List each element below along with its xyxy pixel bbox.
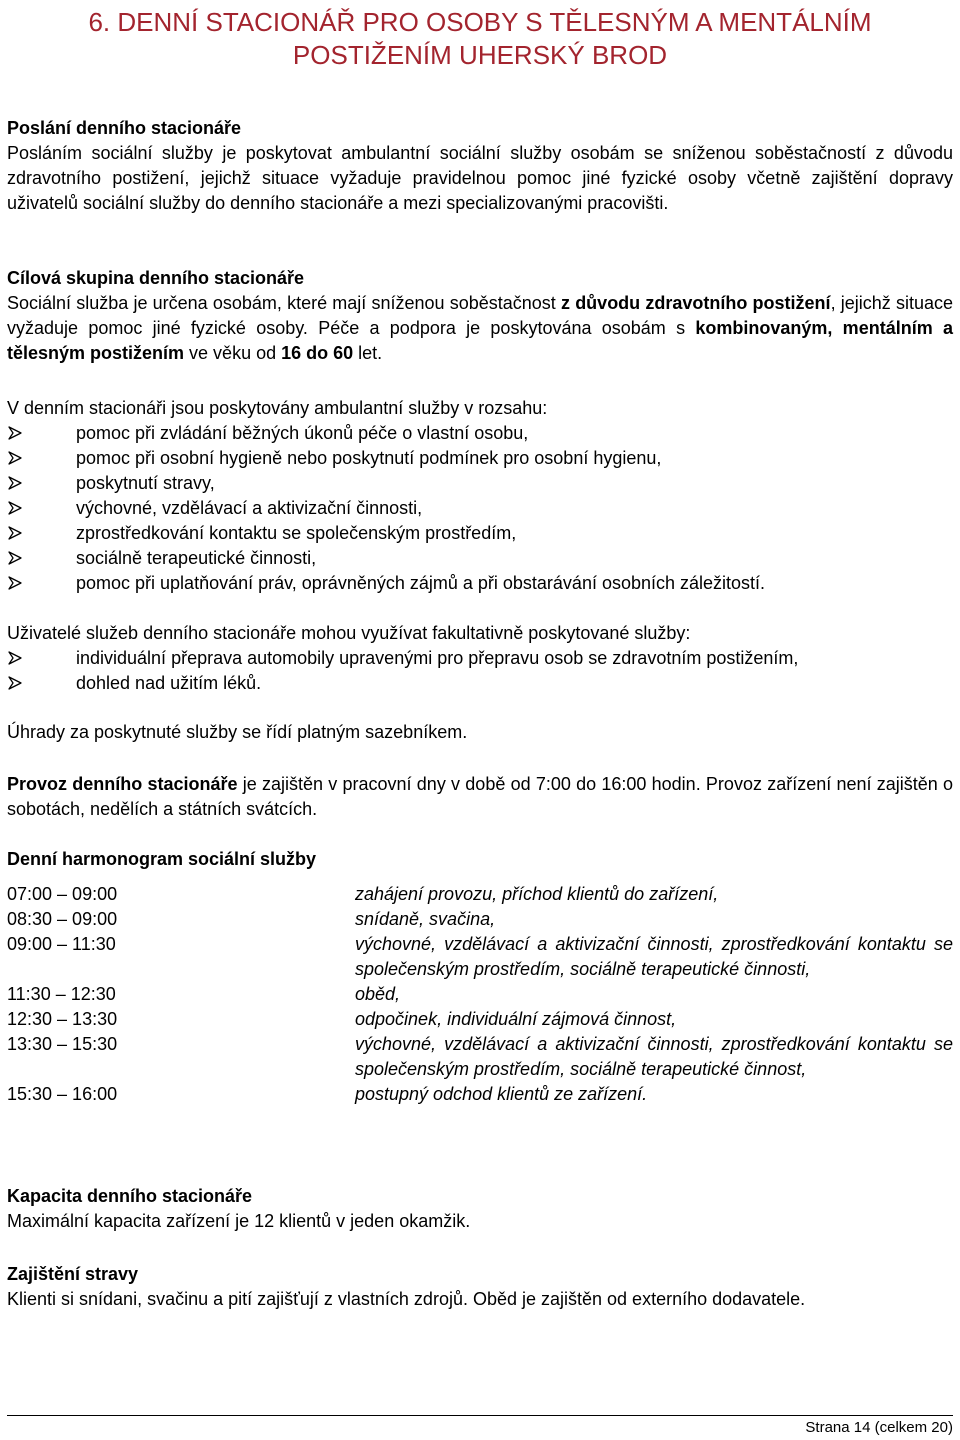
schedule-time: 09:00 – 11:30 xyxy=(7,934,116,954)
list-item xyxy=(7,496,953,521)
provoz-bold: Provoz denního stacionáře xyxy=(7,774,238,794)
arrow-bullet-icon xyxy=(8,451,22,465)
list-item xyxy=(7,671,953,696)
schedule-activity: odpočinek, individuální zájmová činnost, xyxy=(355,1009,677,1029)
page-number: Strana 14 (celkem 20) xyxy=(805,1419,953,1436)
list-item-text: výchovné, vzdělávací a aktivizační činnosti, xyxy=(76,498,423,518)
cilova-text-part: , jejichž situace vyžaduje pomoc jiné fyzické osoby. Péče a podpora je poskytována osobám s xyxy=(7,293,953,338)
schedule-time: 11:30 – 12:30 xyxy=(7,984,116,1004)
schedule-activity: výchovné, vzdělávací a aktivizační činnosti, zprostředkování kontaktu se společenským prostředím, sociálně terapeutické činnosti, xyxy=(355,934,953,979)
page-title xyxy=(7,6,953,72)
sluzby-list xyxy=(7,421,953,596)
poslani-text: Posláním sociální služby je poskytovat ambulantní sociální služby osobám se sníženou soběstačností z důvodu zdravotního postižení, jejichž situace vyžaduje pravidelnou pomoc jiné fyzické osoby včetně zajištění dopravy uživatelů sociální služby do denního stacionáře a mezi specializovanými pracovišti. xyxy=(7,143,953,213)
section-strava xyxy=(7,1262,953,1312)
schedule-time: 07:00 – 09:00 xyxy=(7,884,118,904)
schedule-activity: snídaně, svačina, xyxy=(355,909,496,929)
cilova-bold-part: kombinovaným, mentálním a tělesným postižením xyxy=(7,318,953,363)
provoz-text: je zajištěn v pracovní dny v době od 7:00 do 16:00 hodin. Provoz zařízení není zajištěn o sobotách, nedělích a státních svátcích. xyxy=(7,774,954,819)
list-item xyxy=(7,646,953,671)
arrow-bullet-icon xyxy=(8,501,22,515)
list-item-text: dohled nad užitím léků. xyxy=(76,673,262,693)
list-item-text: pomoc při zvládání běžných úkonů péče o vlastní osobu, xyxy=(76,423,529,443)
schedule-table xyxy=(7,882,953,1107)
schedule-row xyxy=(7,932,953,982)
schedule-row xyxy=(7,907,953,932)
cilova-bold-part: z důvodu zdravotního postižení xyxy=(561,293,831,313)
list-item-text: zprostředkování kontaktu se společenským prostředím, xyxy=(76,523,517,543)
schedule-time: 08:30 – 09:00 xyxy=(7,909,118,929)
page-title-line-1: 6. DENNÍ STACIONÁŘ PRO OSOBY S TĚLESNÝM A MENTÁLNÍM xyxy=(88,7,872,37)
section-cilova-skupina xyxy=(7,266,953,366)
section-heading-cilova-skupina: Cílová skupina denního stacionáře xyxy=(7,268,305,288)
list-item-text: sociálně terapeutické činnosti, xyxy=(76,548,317,568)
schedule-time: 13:30 – 15:30 xyxy=(7,1034,118,1054)
list-item-text: poskytnutí stravy, xyxy=(76,473,215,493)
schedule-row xyxy=(7,982,953,1007)
schedule-row xyxy=(7,882,953,907)
schedule-row xyxy=(7,1032,953,1082)
list-item xyxy=(7,421,953,446)
schedule-row xyxy=(7,1082,953,1107)
arrow-bullet-icon xyxy=(8,651,22,665)
section-sluzby xyxy=(7,396,953,596)
section-kapacita xyxy=(7,1184,953,1234)
section-heading-harmonogram: Denní harmonogram sociální služby xyxy=(7,849,317,869)
cilova-text-part: ve věku od xyxy=(184,343,282,363)
arrow-bullet-icon xyxy=(8,551,22,565)
uhrady-text: Úhrady za poskytnuté služby se řídí platným sazebníkem. xyxy=(7,722,468,742)
kapacita-text: Maximální kapacita zařízení je 12 klientů v jeden okamžik. xyxy=(7,1211,471,1231)
list-item xyxy=(7,471,953,496)
schedule-activity: oběd, xyxy=(355,984,401,1004)
arrow-bullet-icon xyxy=(8,576,22,590)
page-title-line-2: POSTIŽENÍM UHERSKÝ BROD xyxy=(292,40,668,70)
cilova-bold-part: 16 do 60 xyxy=(281,343,354,363)
list-item xyxy=(7,546,953,571)
footer-divider xyxy=(7,1415,953,1416)
schedule-row xyxy=(7,1007,953,1032)
sluzby-intro: V denním stacionáři jsou poskytovány ambulantní služby v rozsahu: xyxy=(7,398,548,418)
section-harmonogram xyxy=(7,847,953,1107)
schedule-activity: výchovné, vzdělávací a aktivizační činnosti, zprostředkování kontaktu se společenským prostředím, sociálně terapeutické činnost, xyxy=(355,1034,953,1079)
strava-text: Klienti si snídani, svačinu a pití zajišťují z vlastních zdrojů. Oběd je zajištěn od externího dodavatele. xyxy=(7,1289,806,1309)
cilova-text-part: let. xyxy=(353,343,383,363)
section-provoz xyxy=(7,772,953,822)
arrow-bullet-icon xyxy=(8,476,22,490)
section-heading-poslani: Poslání denního stacionáře xyxy=(7,118,242,138)
fakultativni-intro: Uživatelé služeb denního stacionáře mohou využívat fakultativně poskytované služby: xyxy=(7,623,691,643)
schedule-time: 15:30 – 16:00 xyxy=(7,1084,118,1104)
list-item xyxy=(7,521,953,546)
fakultativni-list xyxy=(7,646,953,696)
list-item-text: pomoc při uplatňování práv, oprávněných zájmů a při obstarávání osobních záležitostí. xyxy=(76,573,766,593)
section-fakultativni xyxy=(7,621,953,696)
schedule-time: 12:30 – 13:30 xyxy=(7,1009,118,1029)
section-poslani xyxy=(7,116,953,216)
schedule-activity: zahájení provozu, příchod klientů do zařízení, xyxy=(355,884,719,904)
arrow-bullet-icon xyxy=(8,676,22,690)
list-item xyxy=(7,571,953,596)
list-item-text: pomoc při osobní hygieně nebo poskytnutí podmínek pro osobní hygienu, xyxy=(76,448,662,468)
list-item-text: individuální přeprava automobily upravenými pro přepravu osob se zdravotním postižením, xyxy=(76,648,799,668)
section-heading-kapacita: Kapacita denního stacionáře xyxy=(7,1186,253,1206)
arrow-bullet-icon xyxy=(8,526,22,540)
cilova-text xyxy=(7,291,953,366)
section-heading-strava: Zajištění stravy xyxy=(7,1264,139,1284)
arrow-bullet-icon xyxy=(8,426,22,440)
schedule-activity: postupný odchod klientů ze zařízení. xyxy=(355,1084,648,1104)
list-item xyxy=(7,446,953,471)
cilova-text-part: Sociální služba je určena osobám, které mají sníženou soběstačnost xyxy=(7,293,561,313)
